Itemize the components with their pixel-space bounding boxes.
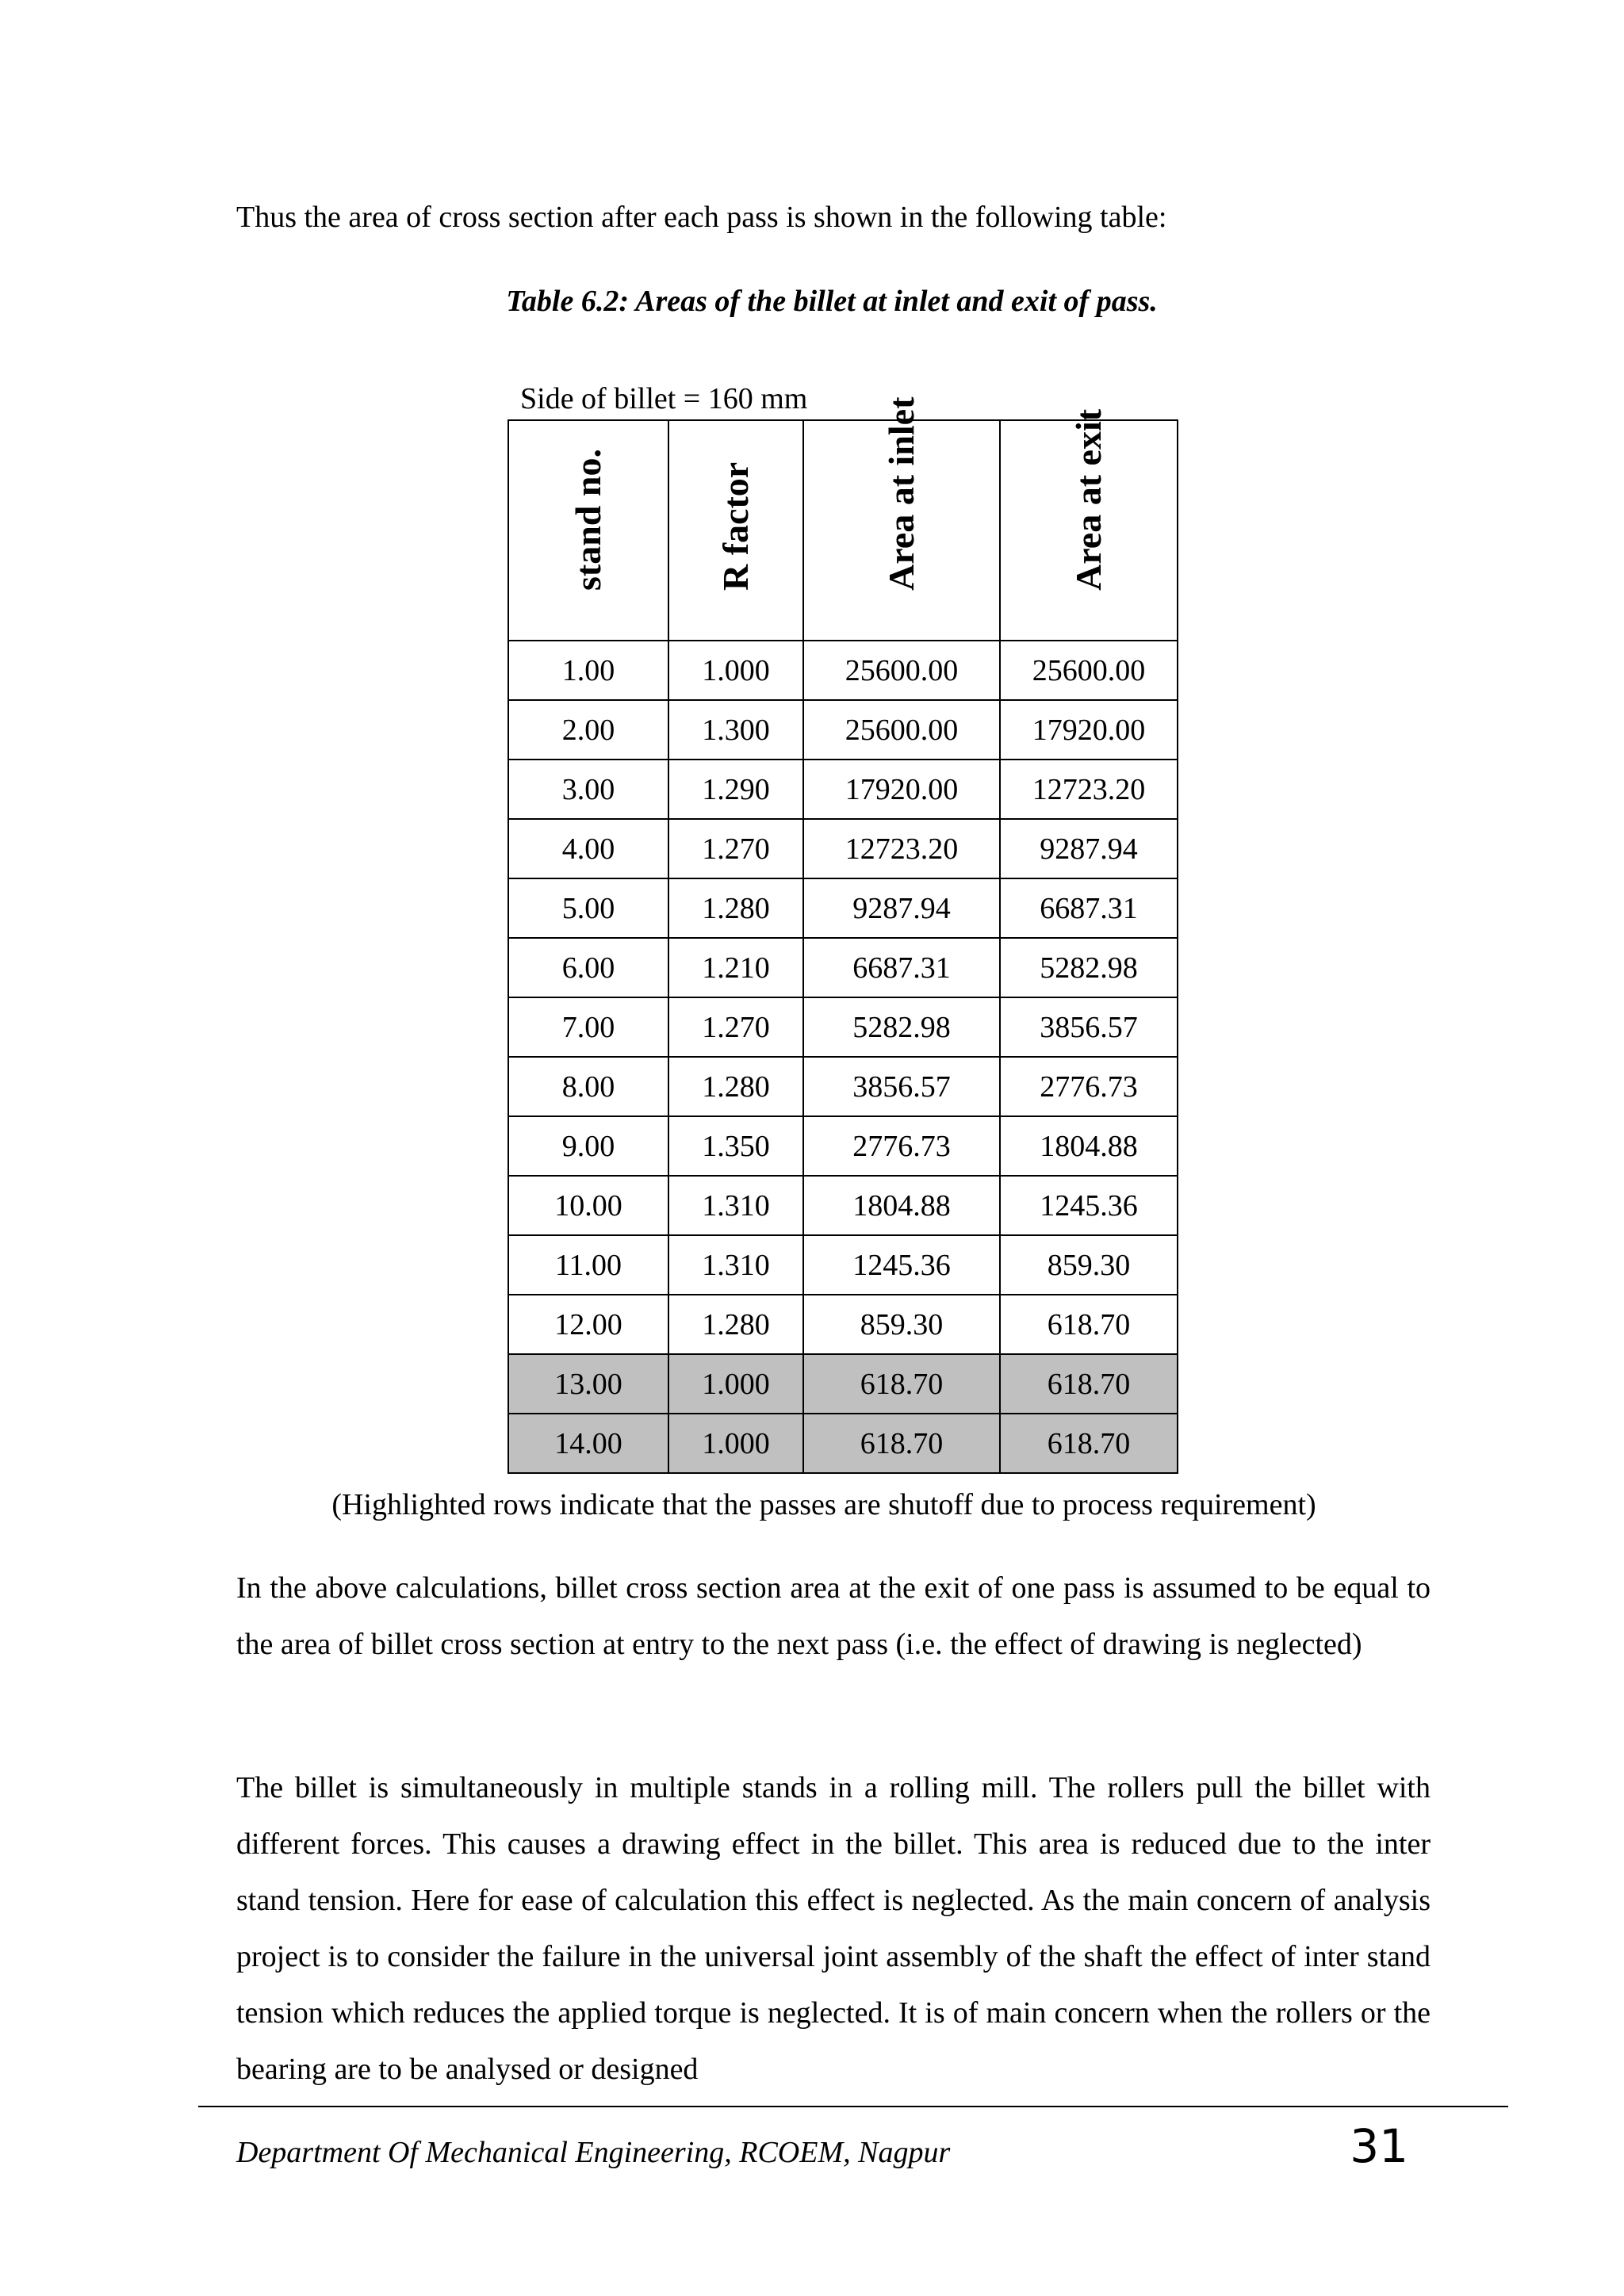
table-cell: 25600.00 — [1000, 641, 1178, 700]
header-area-exit — [1000, 408, 1178, 641]
table-cell: 17920.00 — [1000, 700, 1178, 760]
table-cell: 1.310 — [668, 1176, 803, 1235]
table-row — [508, 938, 1178, 997]
table-caption: Table 6.2: Areas of the billet at inlet and exit of pass. — [506, 285, 1158, 318]
table-cell: 5282.98 — [803, 997, 1000, 1057]
table-cell: 6.00 — [508, 938, 668, 997]
table-row — [508, 1235, 1178, 1295]
table-cell: 1.000 — [668, 1414, 803, 1473]
table-row — [508, 1295, 1178, 1354]
table-cell: 1.310 — [668, 1235, 803, 1295]
table-row — [508, 878, 1178, 938]
table-cell: 618.70 — [1000, 1354, 1178, 1414]
table-row — [508, 1354, 1178, 1414]
table-row — [508, 700, 1178, 760]
table-cell: 5.00 — [508, 878, 668, 938]
header-area-inlet — [803, 396, 1000, 641]
table-cell: 1.280 — [668, 1057, 803, 1116]
intro-text: Thus the area of cross section after each pass is shown in the following table: — [236, 201, 1167, 234]
table-cell: 618.70 — [803, 1354, 1000, 1414]
table-cell: 1.280 — [668, 878, 803, 938]
header-label: Area at exit — [1068, 408, 1109, 591]
header-label: stand no. — [568, 449, 608, 591]
table-cell: 1.270 — [668, 819, 803, 878]
table-cell: 1.210 — [668, 938, 803, 997]
table-cell: 859.30 — [1000, 1235, 1178, 1295]
table-cell: 1.290 — [668, 760, 803, 819]
table-cell: 859.30 — [803, 1295, 1000, 1354]
table-cell: 2.00 — [508, 700, 668, 760]
table-cell: 3856.57 — [1000, 997, 1178, 1057]
table-cell: 1.00 — [508, 641, 668, 700]
table-cell: 1.350 — [668, 1116, 803, 1176]
table-row — [508, 1176, 1178, 1235]
table-cell: 1804.88 — [803, 1176, 1000, 1235]
table-cell: 17920.00 — [803, 760, 1000, 819]
table-cell: 6687.31 — [803, 938, 1000, 997]
table-header-row — [508, 420, 1178, 641]
footer-department: Department Of Mechanical Engineering, RCOEM, Nagpur — [236, 2136, 951, 2169]
table-note: (Highlighted rows indicate that the passes are shutoff due to process requirement) — [331, 1488, 1316, 1521]
table-cell: 9287.94 — [1000, 819, 1178, 878]
table-row — [508, 997, 1178, 1057]
table-cell: 4.00 — [508, 819, 668, 878]
table-cell: 618.70 — [1000, 1414, 1178, 1473]
table-cell: 12723.20 — [803, 819, 1000, 878]
table-cell: 10.00 — [508, 1176, 668, 1235]
table-cell: 1245.36 — [803, 1235, 1000, 1295]
header-label: Area at inlet — [881, 396, 921, 591]
table-row — [508, 1057, 1178, 1116]
table-row — [508, 819, 1178, 878]
table-cell: 1.000 — [668, 1354, 803, 1414]
table-cell: 25600.00 — [803, 641, 1000, 700]
header-r-factor — [668, 420, 803, 641]
table-body — [508, 641, 1178, 1473]
table-cell: 5282.98 — [1000, 938, 1178, 997]
table-cell: 1804.88 — [1000, 1116, 1178, 1176]
table-cell: 1245.36 — [1000, 1176, 1178, 1235]
header-label: R factor — [715, 461, 756, 591]
table-cell: 1.300 — [668, 700, 803, 760]
table-cell: 2776.73 — [803, 1116, 1000, 1176]
table-cell: 14.00 — [508, 1414, 668, 1473]
table-cell: 1.270 — [668, 997, 803, 1057]
table-cell: 1.000 — [668, 641, 803, 700]
table-row — [508, 760, 1178, 819]
table-cell: 25600.00 — [803, 700, 1000, 760]
table-cell: 3.00 — [508, 760, 668, 819]
paragraph: The billet is simultaneously in multiple stands in a rolling mill. The rollers pull the billet with different forces. This causes a drawing effect in the billet. This area is reduced due to the inter stand tension. Here for ease of calculation this effect is neglected. As the main concern of analysis project is to consider the failure in the universal joint assembly of the shaft the effect of inter stand tension which reduces the applied torque is neglected. It is of main concern when the rollers or the bearing are to be analysed or designed — [236, 1771, 1431, 2086]
table-cell: 12723.20 — [1000, 760, 1178, 819]
table-row — [508, 641, 1178, 700]
table-cell: 7.00 — [508, 997, 668, 1057]
table-row — [508, 1414, 1178, 1473]
table-cell: 2776.73 — [1000, 1057, 1178, 1116]
table-cell: 9.00 — [508, 1116, 668, 1176]
table-cell: 1.280 — [668, 1295, 803, 1354]
table-cell: 8.00 — [508, 1057, 668, 1116]
table-cell: 9287.94 — [803, 878, 1000, 938]
table-cell: 3856.57 — [803, 1057, 1000, 1116]
footer-divider — [198, 2106, 1508, 2107]
table-cell: 13.00 — [508, 1354, 668, 1414]
billet-side-note: Side of billet = 160 mm — [520, 382, 808, 415]
table-cell: 618.70 — [1000, 1295, 1178, 1354]
header-stand-no — [508, 420, 668, 641]
table-cell: 12.00 — [508, 1295, 668, 1354]
table-cell: 11.00 — [508, 1235, 668, 1295]
table-row — [508, 1116, 1178, 1176]
table-cell: 6687.31 — [1000, 878, 1178, 938]
page-number: 31 — [1350, 2119, 1408, 2173]
paragraph: In the above calculations, billet cross section area at the exit of one pass is assumed to be equal to the area of billet cross section at entry to the next pass (i.e. the effect of drawing is neglected) — [236, 1571, 1431, 1661]
table-cell: 618.70 — [803, 1414, 1000, 1473]
